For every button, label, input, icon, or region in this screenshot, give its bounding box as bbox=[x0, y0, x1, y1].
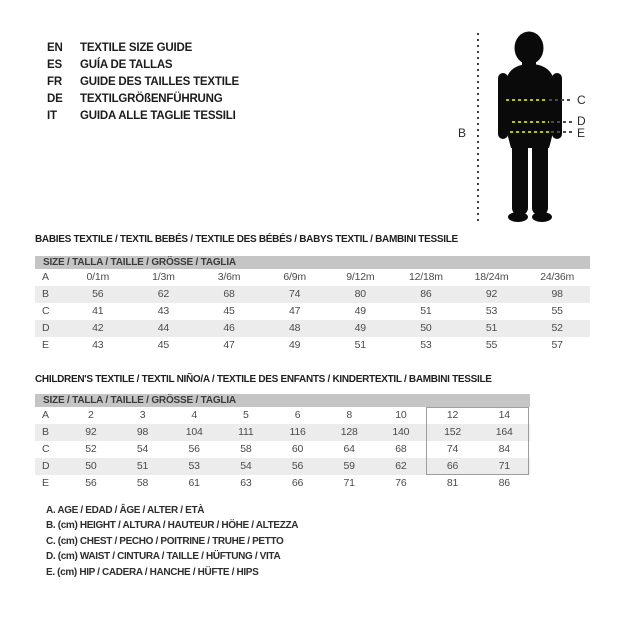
table-cell: 66 bbox=[291, 477, 304, 489]
table-cell: 49 bbox=[354, 305, 366, 317]
table-cell: 2 bbox=[88, 409, 94, 421]
children-size-table bbox=[35, 394, 530, 492]
table-cell: 9/12m bbox=[346, 271, 375, 283]
table-cell: 128 bbox=[340, 426, 358, 438]
table-cell: 59 bbox=[343, 460, 355, 472]
height-label: B bbox=[458, 126, 467, 140]
legend-line-age: A. AGE / EDAD / ÂGE / ALTER / ETÀ bbox=[46, 505, 205, 516]
size-header-bar: SIZE / TALLA / TAILLE / GRÖSSE / TAGLIA bbox=[35, 394, 530, 407]
table-cell: 49 bbox=[354, 322, 366, 334]
table-cell: 5 bbox=[243, 409, 249, 421]
table-cell: 42 bbox=[92, 322, 104, 334]
table-cell: 71 bbox=[343, 477, 355, 489]
language-row bbox=[47, 74, 239, 91]
language-code: FR bbox=[47, 76, 62, 88]
table-cell: 55 bbox=[485, 339, 498, 351]
table-row bbox=[35, 424, 530, 441]
table-cell: 3 bbox=[139, 409, 146, 421]
guide-title: GUÍA DE TALLAS bbox=[80, 59, 173, 71]
language-code: IT bbox=[47, 110, 57, 122]
table-cell: 68 bbox=[395, 443, 407, 455]
table-cell: 80 bbox=[354, 288, 366, 300]
legend-line-height: B. (cm) HEIGHT / ALTURA / HAUTEUR / HÖHE / ALTEZZA bbox=[46, 520, 299, 532]
table-row bbox=[35, 286, 590, 303]
table-cell: 140 bbox=[392, 426, 410, 438]
table-cell: 3/6m bbox=[217, 271, 241, 283]
table-cell: 86 bbox=[420, 288, 432, 300]
table-cell: 44 bbox=[157, 322, 170, 334]
row-label: B bbox=[42, 426, 49, 438]
table-cell: 66 bbox=[446, 460, 459, 472]
hip-measure-line bbox=[510, 131, 549, 133]
guide-title: GUIDE DES TAILLES TEXTILE bbox=[80, 76, 239, 88]
table-cell: 116 bbox=[289, 426, 306, 438]
hip-leader-line bbox=[551, 131, 573, 133]
table-row bbox=[35, 458, 530, 475]
legend-line-chest: C. (cm) CHEST / PECHO / POITRINE / TRUHE / PETTO bbox=[46, 535, 284, 547]
table-cell: 53 bbox=[188, 460, 200, 472]
guide-title: TEXTILGRÖßENFÜHRUNG bbox=[80, 93, 223, 105]
table-cell: 12/18m bbox=[409, 271, 443, 283]
table-cell: 47 bbox=[289, 305, 301, 317]
table-cell: 56 bbox=[291, 460, 304, 472]
chest-label: C bbox=[577, 93, 586, 107]
row-label: E bbox=[42, 339, 49, 351]
table-cell: 111 bbox=[238, 426, 254, 438]
waist-measure-line bbox=[512, 121, 549, 123]
table-cell: 50 bbox=[420, 322, 432, 334]
table-cell: 63 bbox=[240, 477, 252, 489]
table-cell: 43 bbox=[157, 305, 170, 317]
table-cell: 14 bbox=[498, 409, 510, 421]
table-cell: 48 bbox=[289, 322, 301, 334]
table-row bbox=[35, 337, 590, 354]
table-cell: 71 bbox=[498, 460, 510, 472]
table-cell: 52 bbox=[551, 322, 563, 334]
table-rows bbox=[35, 269, 590, 354]
table-cell: 50 bbox=[85, 460, 97, 472]
table-cell: 49 bbox=[289, 339, 301, 351]
table-cell: 81 bbox=[446, 477, 459, 489]
table-cell: 76 bbox=[395, 477, 407, 489]
table-cell: 86 bbox=[498, 477, 510, 489]
table-row bbox=[35, 303, 590, 320]
measurement-legend bbox=[46, 503, 298, 580]
chest-leader-line bbox=[549, 99, 573, 101]
table-cell: 54 bbox=[240, 460, 252, 472]
hip-label: E bbox=[577, 126, 586, 140]
table-cell: 74 bbox=[446, 443, 459, 455]
table-row bbox=[35, 407, 530, 424]
language-row bbox=[47, 108, 239, 125]
table-cell: 4 bbox=[191, 409, 197, 421]
table-cell: 12 bbox=[446, 409, 459, 421]
table-cell: 54 bbox=[136, 443, 149, 455]
babies-size-table bbox=[35, 256, 590, 354]
table-cell: 8 bbox=[346, 409, 353, 421]
row-label: C bbox=[42, 305, 50, 317]
table-cell: 152 bbox=[444, 426, 461, 438]
table-cell: 56 bbox=[92, 288, 104, 300]
table-cell: 164 bbox=[495, 426, 513, 438]
table-cell: 45 bbox=[157, 339, 170, 351]
row-label: D bbox=[42, 460, 50, 472]
table-cell: 56 bbox=[188, 443, 200, 455]
table-row bbox=[35, 475, 530, 492]
babies-table-title: BABIES TEXTILE / TEXTIL BEBÉS / TEXTILE DES BÉBÉS / BABYS TEXTIL / BAMBINI TESSILE bbox=[35, 234, 458, 245]
table-cell: 104 bbox=[185, 426, 203, 438]
table-cell: 24/36m bbox=[540, 271, 575, 283]
table-cell: 53 bbox=[420, 339, 432, 351]
guide-title: TEXTILE SIZE GUIDE bbox=[80, 42, 193, 54]
table-cell: 61 bbox=[188, 477, 200, 489]
table-cell: 51 bbox=[485, 322, 498, 334]
waist-label: D bbox=[577, 114, 586, 128]
table-cell: 92 bbox=[485, 288, 498, 300]
table-cell: 51 bbox=[420, 305, 432, 317]
table-cell: 62 bbox=[157, 288, 170, 300]
table-cell: 68 bbox=[223, 288, 235, 300]
table-cell: 52 bbox=[85, 443, 97, 455]
table-row bbox=[35, 441, 530, 458]
language-title-list bbox=[47, 40, 239, 125]
table-cell: 1/3m bbox=[152, 271, 175, 283]
language-row bbox=[47, 57, 239, 74]
row-label: A bbox=[42, 271, 49, 283]
size-header-bar: SIZE / TALLA / TAILLE / GRÖSSE / TAGLIA bbox=[35, 256, 590, 269]
table-cell: 64 bbox=[343, 443, 355, 455]
language-code: DE bbox=[47, 93, 63, 105]
table-cell: 62 bbox=[395, 460, 407, 472]
row-label: B bbox=[42, 288, 49, 300]
table-cell: 41 bbox=[92, 305, 104, 317]
row-label: D bbox=[42, 322, 50, 334]
table-rows bbox=[35, 407, 530, 492]
table-cell: 84 bbox=[498, 443, 510, 455]
language-code: EN bbox=[47, 42, 63, 54]
height-measure-line bbox=[477, 33, 479, 222]
language-row bbox=[47, 40, 239, 57]
table-cell: 18/24m bbox=[474, 271, 509, 283]
table-cell: 92 bbox=[85, 426, 97, 438]
table-cell: 58 bbox=[240, 443, 252, 455]
row-label: A bbox=[42, 409, 49, 421]
table-cell: 60 bbox=[291, 443, 304, 455]
table-cell: 98 bbox=[551, 288, 563, 300]
children-table-title: CHILDREN'S TEXTILE / TEXTIL NIÑO/A / TEXTILE DES ENFANTS / KINDERTEXTIL / BAMBINI TESSILE bbox=[35, 374, 492, 385]
row-label: E bbox=[42, 477, 49, 489]
table-cell: 56 bbox=[85, 477, 97, 489]
guide-title: GUIDA ALLE TAGLIE TESSILI bbox=[80, 110, 236, 122]
table-cell: 98 bbox=[136, 426, 149, 438]
table-row bbox=[35, 320, 590, 337]
table-cell: 0/1m bbox=[86, 271, 110, 283]
table-cell: 53 bbox=[485, 305, 498, 317]
table-cell: 10 bbox=[395, 409, 407, 421]
language-code: ES bbox=[47, 59, 62, 71]
table-cell: 55 bbox=[551, 305, 563, 317]
table-cell: 6 bbox=[294, 409, 301, 421]
legend-line-hip: E. (cm) HIP / CADERA / HANCHE / HÜFTE / HIPS bbox=[46, 566, 259, 578]
table-cell: 45 bbox=[223, 305, 235, 317]
table-cell: 6/9m bbox=[283, 271, 306, 283]
legend-line-waist: D. (cm) WAIST / CINTURA / TAILLE / HÜFTUNG / VITA bbox=[46, 551, 281, 563]
chest-measure-line bbox=[506, 99, 546, 101]
waist-leader-line bbox=[551, 121, 573, 123]
row-label: C bbox=[42, 443, 50, 455]
child-silhouette-icon bbox=[492, 31, 568, 223]
table-row bbox=[35, 269, 590, 286]
table-cell: 46 bbox=[223, 322, 235, 334]
language-row bbox=[47, 91, 239, 108]
table-cell: 57 bbox=[551, 339, 563, 351]
table-cell: 43 bbox=[92, 339, 104, 351]
table-cell: 51 bbox=[354, 339, 366, 351]
table-cell: 47 bbox=[223, 339, 235, 351]
table-cell: 58 bbox=[136, 477, 149, 489]
table-cell: 74 bbox=[289, 288, 301, 300]
table-cell: 51 bbox=[136, 460, 149, 472]
